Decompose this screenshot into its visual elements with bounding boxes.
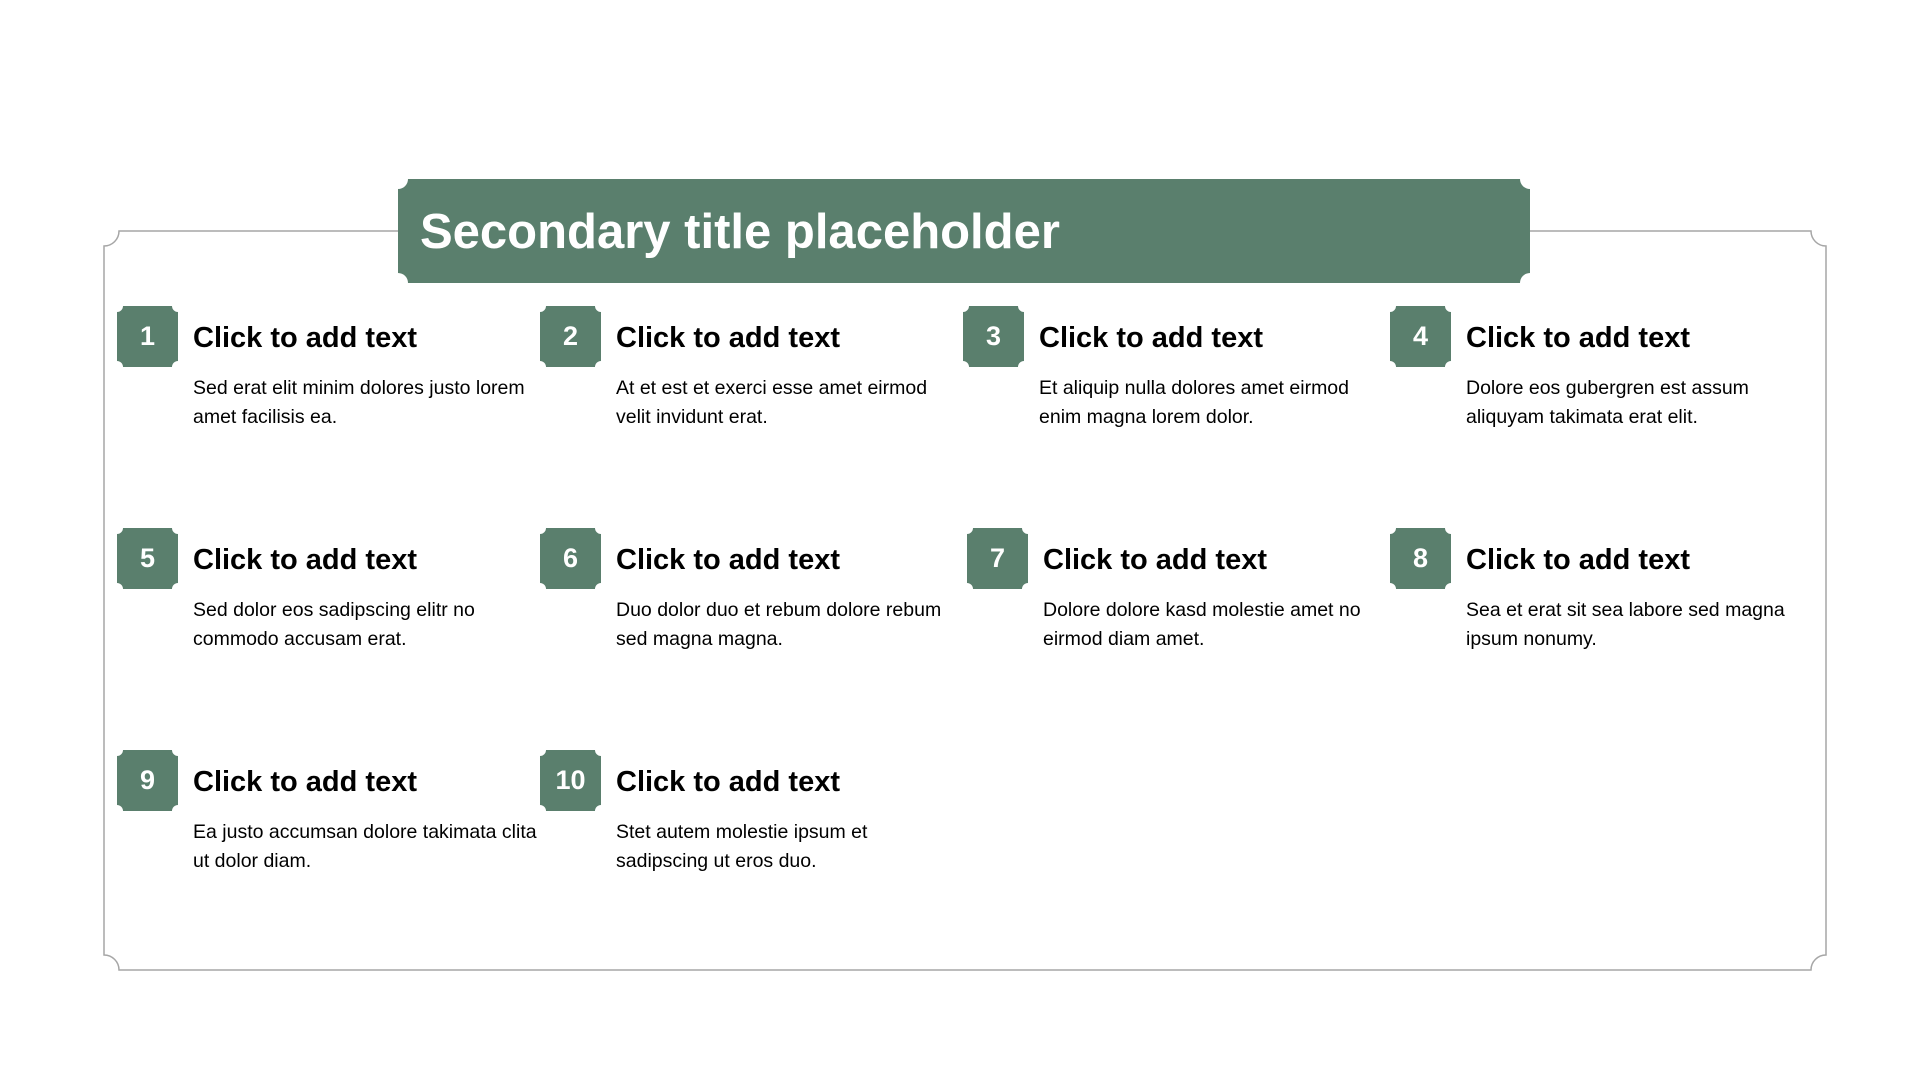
item-body[interactable]: Dolore dolore kasd molestie amet no eirmod diam amet. [1043,599,1361,650]
item-heading[interactable]: Click to add text [193,766,417,798]
item-heading[interactable]: Click to add text [616,322,840,354]
item-heading[interactable]: Click to add text [1466,322,1690,354]
item-body[interactable]: Duo dolor duo et rebum dolore rebum sed magna magna. [616,599,942,650]
list-item [1390,306,1810,446]
list-item [540,528,960,668]
number-badge [117,528,178,589]
item-heading[interactable]: Click to add text [193,322,417,354]
number-badge [1390,306,1451,367]
number-badge [967,528,1028,589]
item-heading[interactable]: Click to add text [1043,544,1267,576]
badge-number: 4 [1412,321,1429,351]
item-heading[interactable]: Click to add text [616,544,840,576]
item-body[interactable]: Stet autem molestie ipsum et sadipscing ut eros duo. [616,821,868,872]
item-heading[interactable]: Click to add text [616,766,840,798]
badge-number: 3 [985,321,1002,351]
number-badge [1390,528,1451,589]
item-heading[interactable]: Click to add text [1466,544,1690,576]
number-badge [540,750,601,811]
number-badge [963,306,1024,367]
item-body[interactable]: Sea et erat sit sea labore sed magna ipsum nonumy. [1466,599,1785,650]
list-item [117,750,537,890]
badge-number: 5 [139,543,156,573]
number-badge [117,306,178,367]
badge-number: 9 [139,765,156,795]
list-item [117,306,537,446]
badge-number: 1 [139,321,156,351]
item-body[interactable]: Sed erat elit minim dolores justo lorem amet facilisis ea. [193,377,525,428]
item-body[interactable]: Et aliquip nulla dolores amet eirmod enim magna lorem dolor. [1039,377,1350,428]
list-item [540,750,960,890]
slide-title[interactable]: Secondary title placeholder [420,205,1060,259]
item-body[interactable]: Sed dolor eos sadipscing elitr no commodo accusam erat. [193,599,475,650]
item-body[interactable]: At et est et exerci esse amet eirmod velit invidunt erat. [616,377,928,428]
list-item [963,306,1383,446]
number-badge [540,306,601,367]
number-badge [540,528,601,589]
badge-number: 8 [1412,543,1429,573]
badge-number: 10 [555,765,586,795]
list-item [117,528,537,668]
number-badge [117,750,178,811]
item-heading[interactable]: Click to add text [1039,322,1263,354]
badge-number: 6 [562,543,579,573]
item-body[interactable]: Dolore eos gubergren est assum aliquyam takimata erat elit. [1466,377,1749,428]
item-heading[interactable]: Click to add text [193,544,417,576]
item-body[interactable]: Ea justo accumsan dolore takimata clita ut dolor diam. [193,821,537,872]
list-item [540,306,960,446]
list-item [967,528,1387,668]
list-item [1390,528,1810,668]
badge-number: 2 [562,321,579,351]
badge-number: 7 [989,543,1006,573]
